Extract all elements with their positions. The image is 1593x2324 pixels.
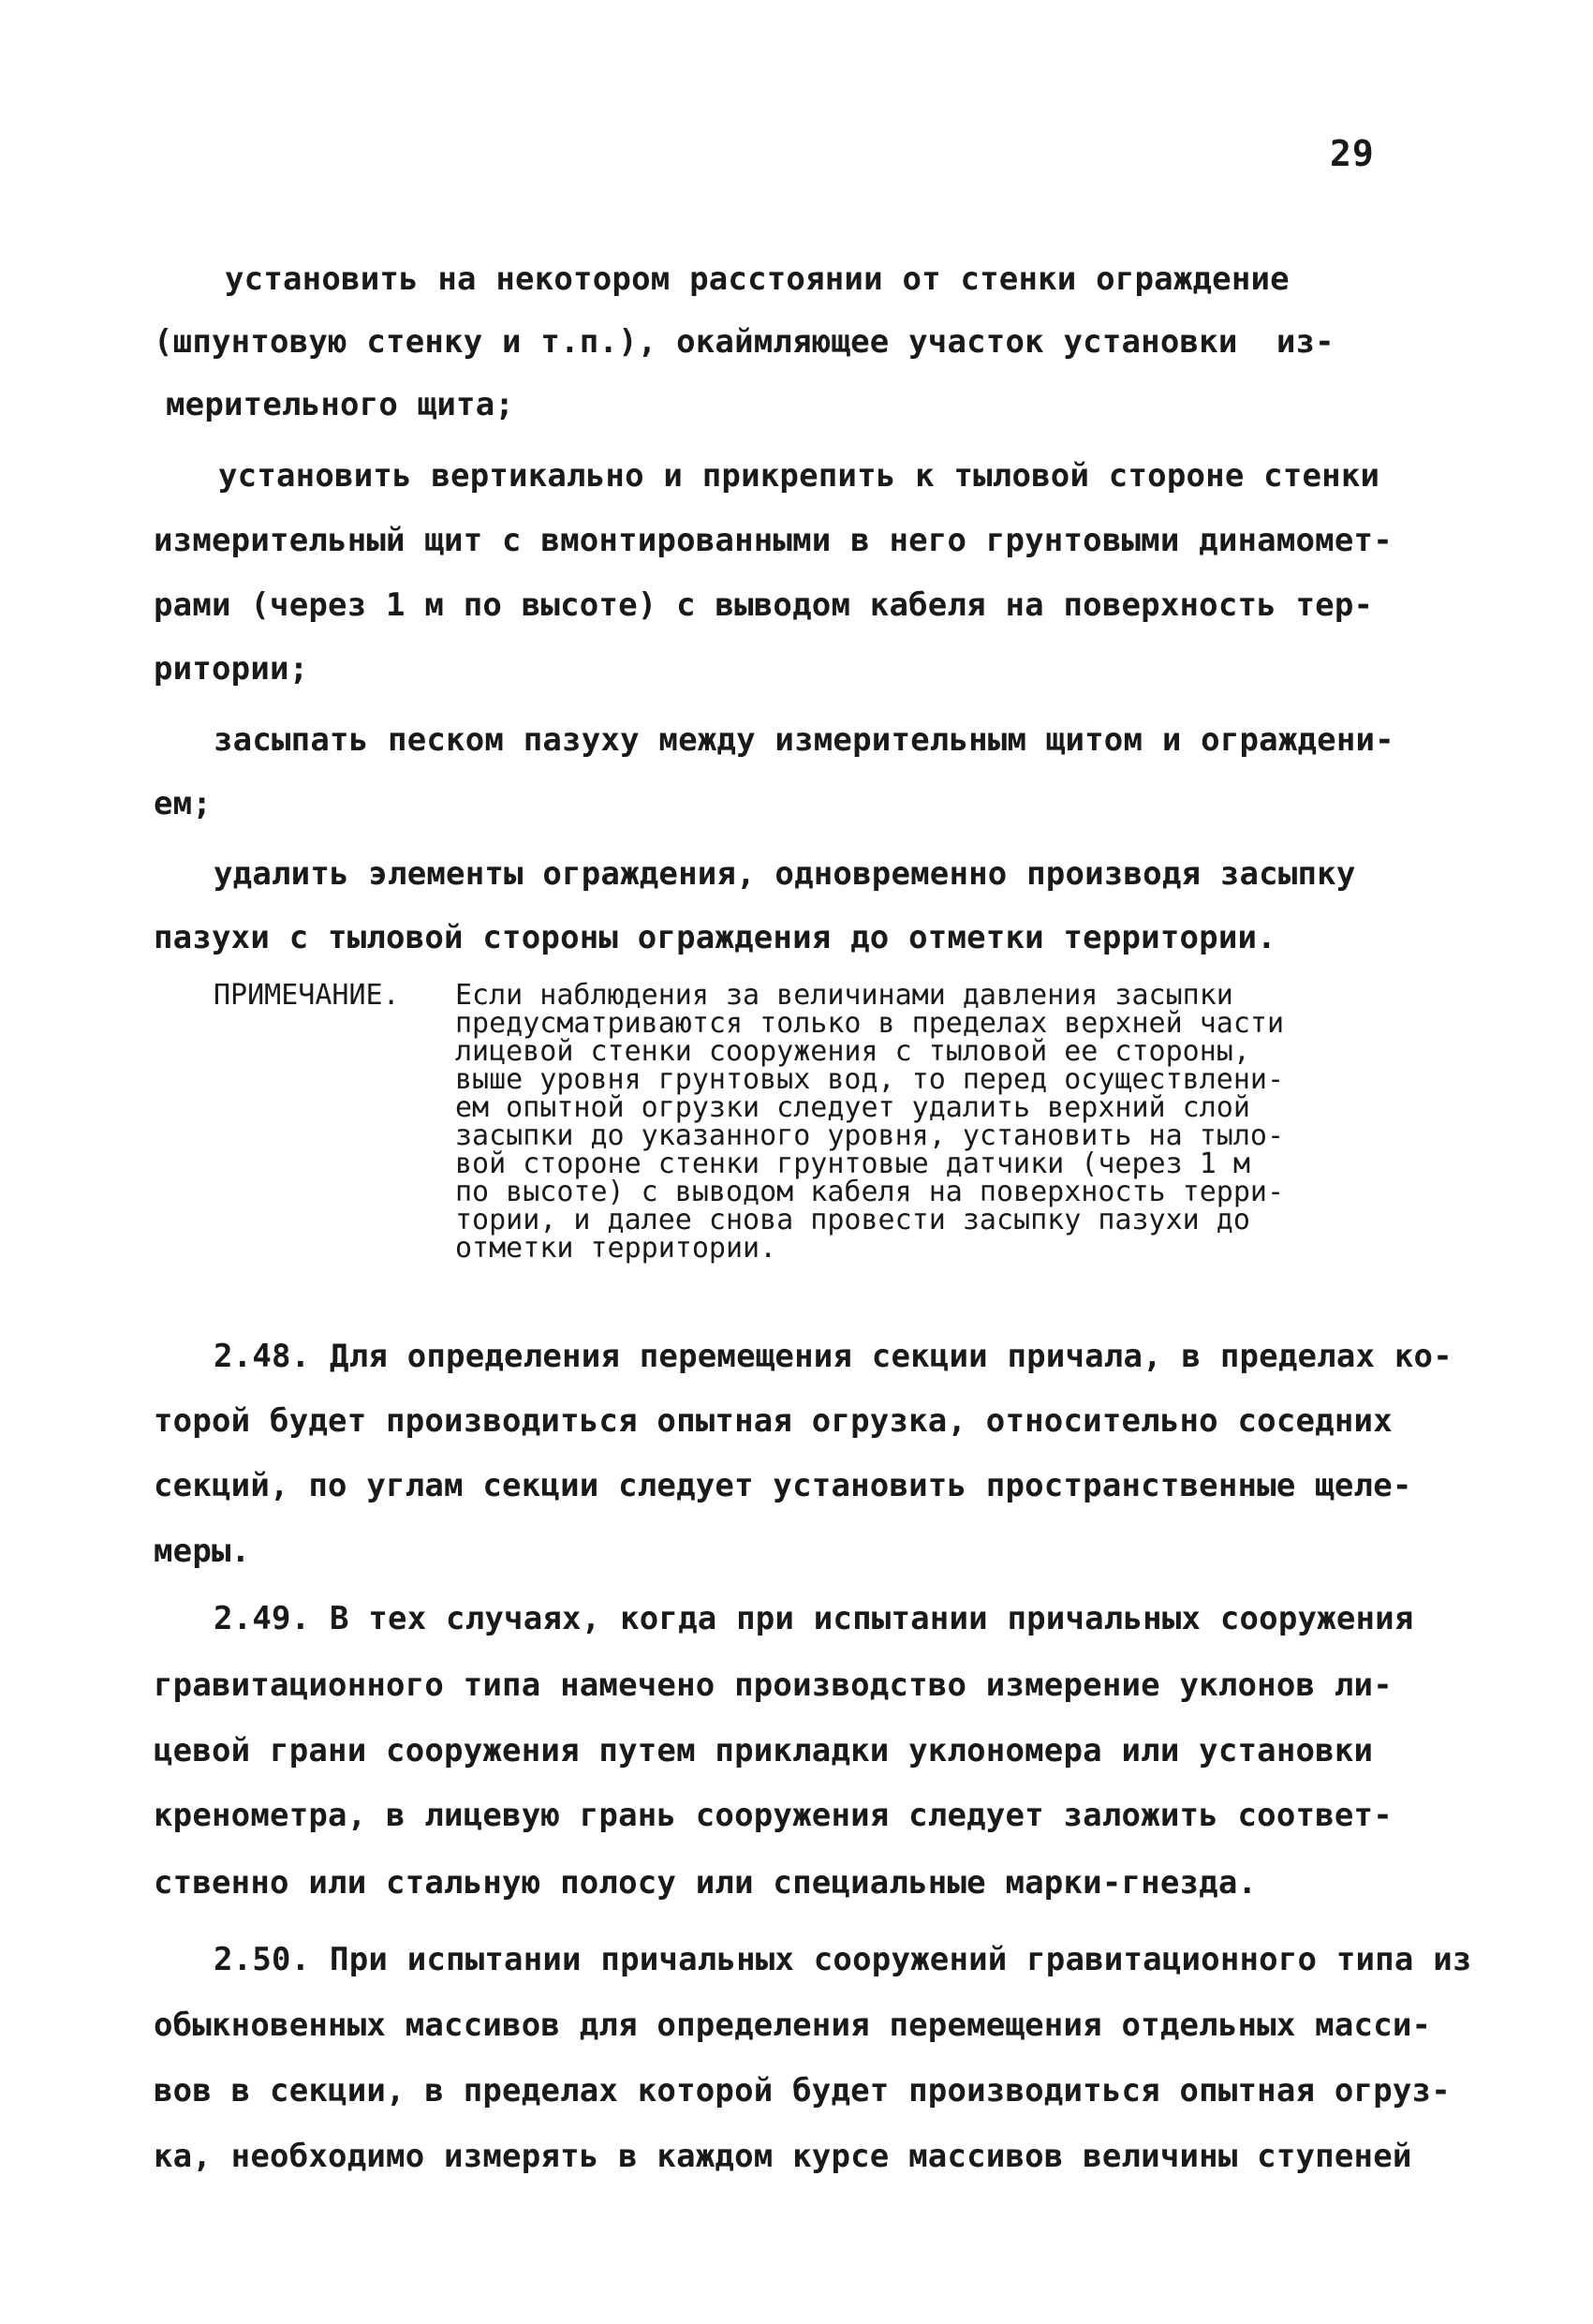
section-2-50-line-3: вов в секции, в пределах которой будет производиться опытная огруз- xyxy=(154,2072,1451,2109)
paragraph-3-line-2: ем; xyxy=(154,785,213,822)
note-line-6: засыпки до указанного уровня, установить на тыло- xyxy=(455,1119,1285,1152)
note-line-5: ем опытной огрузки следует удалить верхний слой xyxy=(455,1091,1250,1124)
section-2-49-line-3: цевой грани сооружения путем прикладки уклономера или установки xyxy=(154,1732,1374,1769)
paragraph-4-line-2: пазухи с тыловой стороны ограждения до отметки территории. xyxy=(154,919,1276,956)
section-2-48-line-1: 2.48. Для определения перемещения секции причала, в пределах ко- xyxy=(214,1338,1453,1375)
section-2-49-line-1: 2.49. В тех случаях, когда при испытании причальных сооружения xyxy=(214,1600,1414,1637)
section-2-48-line-2: торой будет производиться опытная огрузка, относительно соседних xyxy=(154,1402,1393,1440)
note-line-3: лицевой стенки сооружения с тыловой ее стороны, xyxy=(455,1035,1250,1068)
note-line-1: Если наблюдения за величинами давления засыпки xyxy=(455,979,1233,1012)
note-line-2: предусматриваются только в пределах верхней части xyxy=(455,1007,1285,1040)
section-2-49-line-4: кренометра, в лицевую грань сооружения следует заложить соответ- xyxy=(154,1797,1393,1834)
note-line-9: тории, и далее снова провести засыпку пазухи до xyxy=(455,1204,1250,1236)
section-2-48-line-4: меры. xyxy=(154,1532,251,1570)
paragraph-2-line-3: рами (через 1 м по высоте) с выводом кабеля на поверхность тер- xyxy=(154,586,1374,624)
paragraph-1-line-1: установить на некотором расстоянии от стенки ограждение xyxy=(225,260,1290,298)
paragraph-2-line-1: установить вертикально и прикрепить к тыловой стороне стенки xyxy=(218,457,1380,495)
note-line-8: по высоте) с выводом кабеля на поверхность терри- xyxy=(455,1176,1285,1208)
note-line-10: отметки территории. xyxy=(455,1232,777,1265)
page-number: 29 xyxy=(1330,133,1375,174)
note-line-4: выше уровня грунтовых вод, то перед осуществлени- xyxy=(455,1063,1285,1096)
section-2-50-line-2: обыкновенных массивов для определения перемещения отдельных масси- xyxy=(154,2006,1432,2044)
paragraph-1-line-2: (шпунтовую стенку и т.п.), окаймляющее участок установки из- xyxy=(154,323,1335,361)
paragraph-2-line-4: ритории; xyxy=(154,650,309,688)
section-2-48-line-3: секций, по углам секции следует установить пространственные щеле- xyxy=(154,1467,1412,1504)
paragraph-1-line-3: мерительного щита; xyxy=(166,386,515,423)
note-label: ПРИМЕЧАНИЕ. xyxy=(214,979,400,1012)
note-line-7: вой стороне стенки грунтовые датчики (через 1 м xyxy=(455,1147,1250,1180)
section-2-50-line-1: 2.50. При испытании причальных сооружений гравитационного типа из xyxy=(214,1941,1472,1978)
section-2-49-line-2: гравитационного типа намечено производство измерение уклонов ли- xyxy=(154,1666,1393,1704)
section-2-50-line-4: ка, необходимо измерять в каждом курсе массивов величины ступеней xyxy=(154,2138,1412,2175)
paragraph-3-line-1: засыпать песком пазуху между измерительным щитом и ограждени- xyxy=(214,721,1394,759)
section-2-49-line-5: ственно или стальную полосу или специальные марки-гнезда. xyxy=(154,1864,1258,1902)
paragraph-4-line-1: удалить элементы ограждения, одновременно производя засыпку xyxy=(214,855,1356,893)
paragraph-2-line-2: измерительный щит с вмонтированными в него грунтовыми динамомет- xyxy=(154,522,1393,559)
